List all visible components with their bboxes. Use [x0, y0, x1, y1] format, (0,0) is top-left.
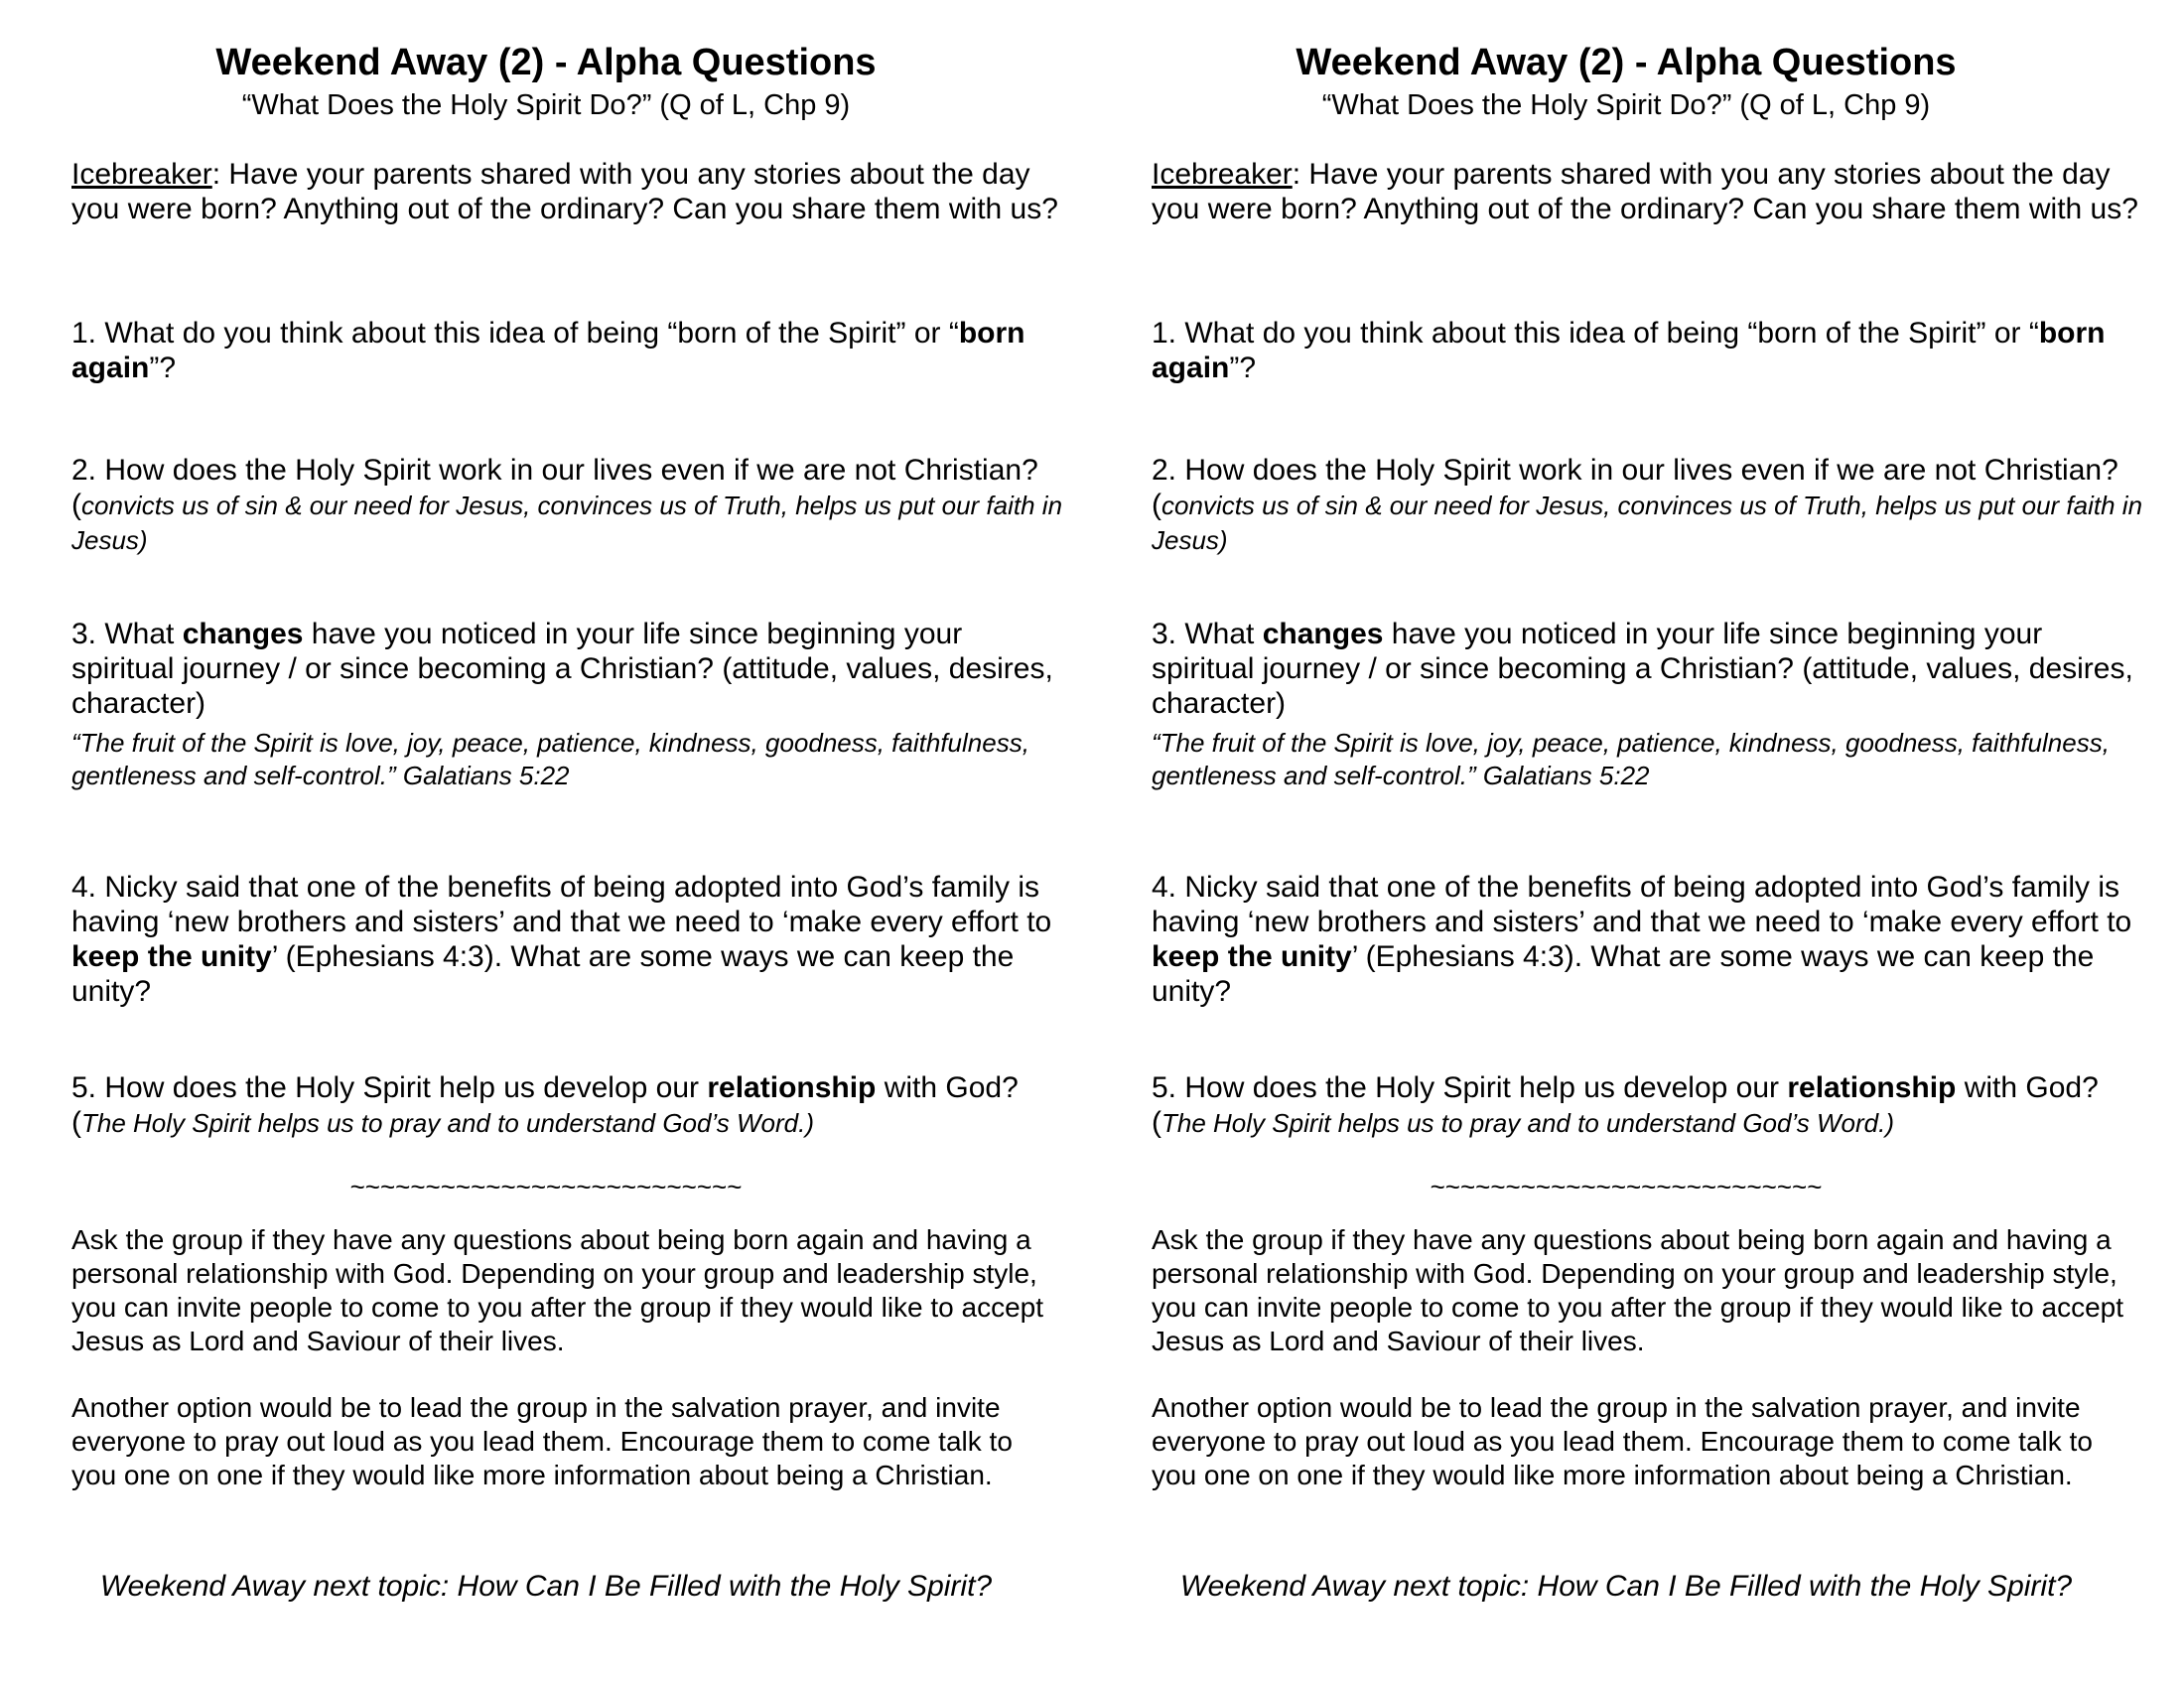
question-5-italic: The Holy Spirit helps us to pray and to understand God’s Word.) — [1161, 1108, 1895, 1138]
question-5 — [71, 1070, 1064, 1140]
paragraph-1: Ask the group if they have any questions about being born again and having a personal relationship with God. Depending on your group and leadership style, you can invite people to come to you after the group if they would like to accept Jesus as Lord and Saviour of their lives. — [71, 1224, 1044, 1356]
question-3 — [1152, 617, 2144, 792]
paragraph-1: Ask the group if they have any questions about being born again and having a personal relationship with God. Depending on your group and leadership style, you can invite people to come to you after the group if they would like to accept Jesus as Lord and Saviour of their lives. — [1152, 1224, 2124, 1356]
question-3-end: have you noticed in your life since beginning your spiritual journey / or since becoming a Christian? (attitude, values, desires, character) — [71, 618, 1053, 720]
right-handout — [1080, 0, 2172, 1688]
question-3-end: have you noticed in your life since beginning your spiritual journey / or since becoming a Christian? (attitude, values, desires, character) — [1152, 618, 2133, 720]
question-5 — [1152, 1070, 2144, 1140]
page-title: Weekend Away (2) - Alpha Questions — [215, 42, 877, 83]
icebreaker-label: Icebreaker — [1152, 158, 1293, 191]
question-2-italic: convicts us of sin & our need for Jesus, convinces us of Truth, helps us put our faith in Jesus) — [1152, 491, 2143, 555]
question-5-text: 5. How does the Holy Spirit help us develop our — [71, 1071, 708, 1104]
question-2 — [71, 453, 1064, 557]
icebreaker — [1152, 157, 2144, 226]
question-1 — [1152, 316, 2144, 385]
page-subtitle: “What Does the Holy Spirit Do?” (Q of L, Chp 9) — [241, 89, 851, 121]
question-5-bold: relationship — [707, 1071, 877, 1104]
paragraph-2: Another option would be to lead the group in the salvation prayer, and invite everyone to pray out loud as you lead them. Encourage them to come talk to you one on one if they would like more information about being a Christian. — [71, 1392, 1013, 1490]
question-5-text: 5. How does the Holy Spirit help us develop our — [1152, 1071, 1788, 1104]
question-1 — [71, 316, 1064, 385]
question-3-text: 3. What — [1152, 618, 1263, 650]
question-4-text: 4. Nicky said that one of the benefits of being adopted into God’s family is having ‘new brothers and sisters’ and that we need to ‘make every effort to — [1152, 871, 2132, 938]
question-4-bold: keep the unity — [71, 940, 272, 973]
question-1-end: ”? — [1229, 352, 1257, 384]
question-3 — [71, 617, 1064, 792]
paragraph-2: Another option would be to lead the group in the salvation prayer, and invite everyone to pray out loud as you lead them. Encourage them to come talk to you one on one if they would like more information about being a Christian. — [1152, 1392, 2093, 1490]
question-4-text: 4. Nicky said that one of the benefits of being adopted into God’s family is having ‘new brothers and sisters’ and that we need to ‘make every effort to — [71, 871, 1052, 938]
question-2 — [1152, 453, 2144, 557]
icebreaker-label: Icebreaker — [71, 158, 212, 191]
separator: ~~~~~~~~~~~~~~~~~~~~~~~~~~ — [1430, 1172, 1823, 1201]
separator: ~~~~~~~~~~~~~~~~~~~~~~~~~~ — [349, 1172, 743, 1201]
question-3-text: 3. What — [71, 618, 183, 650]
next-topic: Weekend Away next topic: How Can I Be Filled with the Holy Spirit? — [99, 1570, 993, 1603]
question-5-mid: with God? ( — [71, 1071, 1019, 1139]
question-5-bold: relationship — [1787, 1071, 1957, 1104]
question-4-end: ’ (Ephesians 4:3). What are some ways we can keep the unity? — [1152, 940, 2095, 1008]
question-1-end: ”? — [149, 352, 177, 384]
question-1-text: 1. What do you think about this idea of being “born of the Spirit” or “ — [71, 317, 959, 350]
question-3-bold: changes — [1262, 618, 1384, 650]
icebreaker — [71, 157, 1064, 226]
question-2-text: 2. How does the Holy Spirit work in our lives even if we are not Christian? ( — [1152, 454, 2118, 521]
question-4-bold: keep the unity — [1152, 940, 1352, 973]
question-1-text: 1. What do you think about this idea of being “born of the Spirit” or “ — [1152, 317, 2039, 350]
question-4 — [1152, 870, 2144, 1009]
question-1-bold: born again — [71, 317, 1025, 384]
question-3-bold: changes — [182, 618, 304, 650]
question-1-bold: born again — [1152, 317, 2106, 384]
question-5-mid: with God? ( — [1152, 1071, 2099, 1139]
galatians-quote: “The fruit of the Spirit is love, joy, peace, patience, kindness, goodness, faithfulness, gentleness and self-control.” Galatians 5:22 — [71, 728, 1029, 790]
question-2-italic: convicts us of sin & our need for Jesus, convinces us of Truth, helps us put our faith in Jesus) — [71, 491, 1063, 555]
icebreaker-text: : Have your parents shared with you any stories about the day you were born? Anything out of the ordinary? Can you share them with us? — [1152, 158, 2138, 225]
question-5-italic: The Holy Spirit helps us to pray and to understand God’s Word.) — [81, 1108, 815, 1138]
page-title: Weekend Away (2) - Alpha Questions — [1296, 42, 1957, 83]
question-2-text: 2. How does the Holy Spirit work in our lives even if we are not Christian? ( — [71, 454, 1038, 521]
question-4-end: ’ (Ephesians 4:3). What are some ways we can keep the unity? — [71, 940, 1015, 1008]
question-4 — [71, 870, 1064, 1009]
icebreaker-text: : Have your parents shared with you any stories about the day you were born? Anything out of the ordinary? Can you share them with us? — [71, 158, 1058, 225]
galatians-quote: “The fruit of the Spirit is love, joy, peace, patience, kindness, goodness, faithfulness, gentleness and self-control.” Galatians 5:22 — [1152, 728, 2110, 790]
page-subtitle: “What Does the Holy Spirit Do?” (Q of L, Chp 9) — [1321, 89, 1931, 121]
next-topic: Weekend Away next topic: How Can I Be Filled with the Holy Spirit? — [1179, 1570, 2073, 1603]
